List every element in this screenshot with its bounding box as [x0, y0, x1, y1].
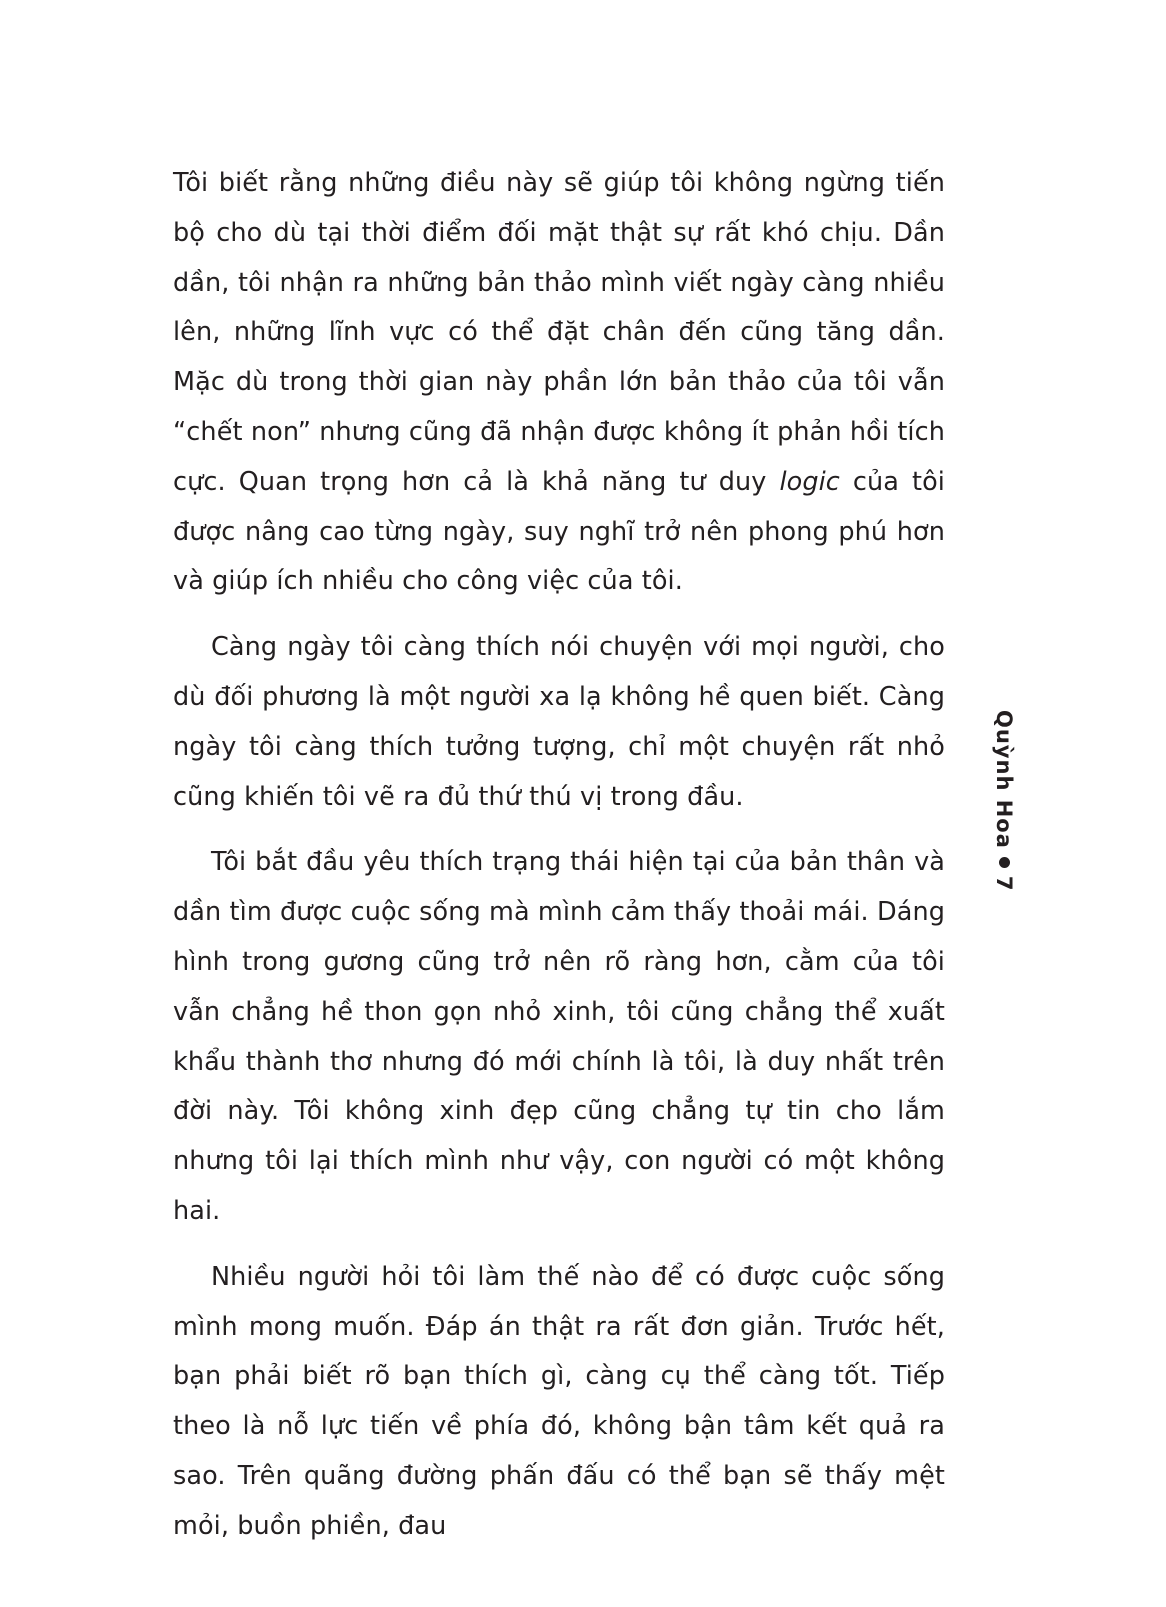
paragraph-2 — [173, 623, 945, 822]
paragraph-3 — [173, 838, 945, 1236]
paragraph-4 — [173, 1253, 945, 1552]
paragraph-text: Tôi biết rằng những điều này sẽ giúp tôi không ngừng tiến bộ cho dù tại thời điểm đối mặt thật sự rất khó chịu. Dần dần, tôi nhận ra những bản thảo mình viết ngày càng nhiều lên, những lĩnh vực có thể đặt chân đến cũng tăng dần. Mặc dù trong thời gian này phần lớn bản thảo của tôi vẫn “chết non” nhưng cũng đã nhận được không ít phản hồi tích cực. Quan trọng hơn cả là khả năng tư duy — [173, 168, 945, 497]
author-name: Quỳnh Hoa — [992, 710, 1016, 849]
bullet-dot-icon — [1000, 857, 1011, 868]
italic-word-logic: logic — [779, 466, 840, 497]
page-body — [173, 159, 945, 1568]
paragraph-text: của tôi được nâng cao từng ngày, suy nghĩ trở nên phong phú hơn và giúp ích nhiều cho công việc của tôi. — [173, 466, 945, 597]
paragraph-text: Nhiều người hỏi tôi làm thế nào để có được cuộc sống mình mong muốn. Đáp án thật ra rất đơn giản. Trước hết, bạn phải biết rõ bạn thích gì, càng cụ thể càng tốt. Tiếp theo là nỗ lực tiến về phía đó, không bận tâm kết quả ra sao. Trên quãng đường phấn đấu có thể bạn sẽ thấy mệt mỏi, buồn phiền, đau — [173, 1261, 945, 1541]
paragraph-1 — [173, 159, 945, 607]
page-number: 7 — [992, 875, 1016, 892]
running-footer — [992, 710, 1016, 892]
paragraph-text: Càng ngày tôi càng thích nói chuyện với mọi người, cho dù đối phương là một người xa lạ không hề quen biết. Càng ngày tôi càng thích tưởng tượng, chỉ một chuyện rất nhỏ cũng khiến tôi vẽ ra đủ thứ thú vị trong đầu. — [173, 632, 945, 812]
paragraph-text: Tôi bắt đầu yêu thích trạng thái hiện tại của bản thân và dần tìm được cuộc sống mà mình cảm thấy thoải mái. Dáng hình trong gương cũng trở nên rõ ràng hơn, cằm của tôi vẫn chẳng hề thon gọn nhỏ xinh, tôi cũng chẳng thể xuất khẩu thành thơ nhưng đó mới chính là tôi, là duy nhất trên đời này. Tôi không xinh đẹp cũng chẳng tự tin cho lắm nhưng tôi lại thích mình như vậy, con người có một không hai. — [173, 847, 945, 1226]
